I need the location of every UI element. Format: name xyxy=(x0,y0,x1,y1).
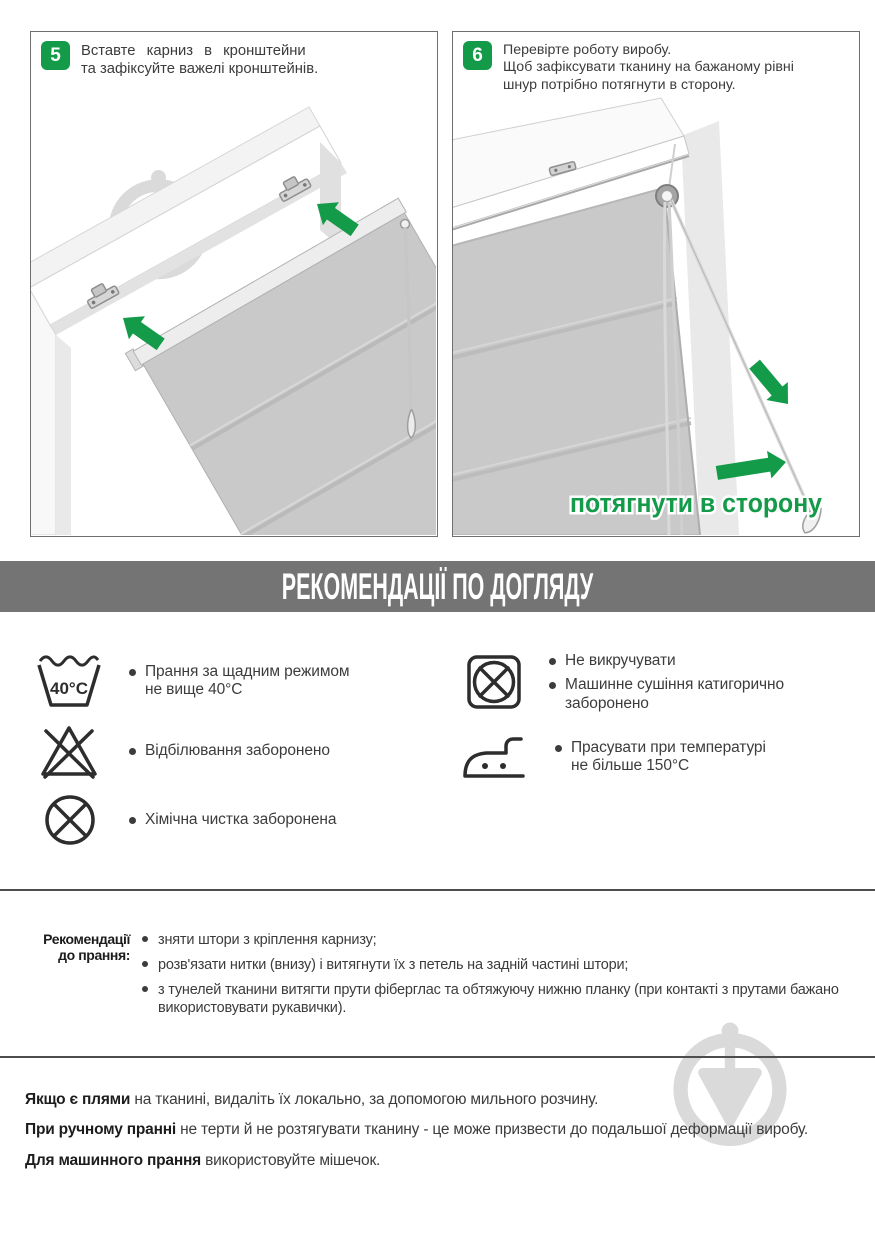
step-5-text: Вставте карниз в кронштейни та зафіксуйте важелі кронштейнів. xyxy=(81,43,319,78)
list-item: розв'язати нитки (внизу) і витягнути їх з петель на задній частині штори; xyxy=(141,956,853,974)
care-text: Не викручувати xyxy=(548,652,784,670)
step-5-badge: 5 xyxy=(41,41,70,70)
iron-150-icon xyxy=(462,733,526,781)
no-tumble-dry-icon xyxy=(466,653,522,711)
care-row-iron xyxy=(462,733,766,781)
care-text: Прасувати при температурі не більше 150°С xyxy=(554,739,766,776)
blind-fabric xyxy=(453,188,700,535)
tassel-icon xyxy=(408,410,416,438)
note-machine-wash: Для машинного прання використовуйте мішечок. xyxy=(25,1151,381,1169)
care-text: Машинне сушіння катигорично заборонено xyxy=(548,676,784,713)
divider-line xyxy=(0,889,875,891)
window-frame-blind-drawing xyxy=(31,96,436,535)
step-6-text: Перевірте роботу виробу. Щоб зафіксувати тканину на бажаному рівні шнур потрібно потягнути в сторону. xyxy=(503,42,794,93)
care-row-no-dry-clean xyxy=(44,794,336,846)
care-text: Хімічна чистка заборонена xyxy=(128,811,336,829)
pull-aside-note: потягнути в сторону xyxy=(570,488,822,518)
list-item: з тунелей тканини витягти прути фіберглас та обтяжуючу нижню планку (при контакті з прутами бажано використовувати рукавички). xyxy=(141,981,858,1017)
note-stains: Якщо є плями на тканині, видаліть їх локально, за допомогою мильного розчину. xyxy=(25,1091,599,1108)
care-text: Прання за щадним режимом не вище 40°С xyxy=(128,663,349,700)
step-6-header xyxy=(453,32,859,94)
care-text: Відбілювання заборонено xyxy=(128,742,330,760)
washing-recommendations-label: Рекомендації до прання: xyxy=(43,931,130,964)
step-6-badge: 6 xyxy=(463,41,492,70)
step-6-illustration xyxy=(453,96,858,535)
footer-notes xyxy=(25,1090,855,1181)
care-row-wash xyxy=(36,652,349,710)
care-recommendations-banner xyxy=(0,561,875,612)
list-item: зняти штори з кріплення карнизу; xyxy=(141,931,853,949)
divider-line xyxy=(0,1056,875,1058)
washing-recommendations-list xyxy=(141,931,853,1025)
step-5-header xyxy=(31,32,437,78)
step-5-panel xyxy=(30,31,438,537)
step-6-panel xyxy=(452,31,860,537)
care-row-no-tumble-dry xyxy=(466,652,784,713)
note-hand-wash: При ручному пранні не терти й не розтягувати тканину - це може призвести до подальшої деформації виробу. xyxy=(25,1121,809,1139)
no-dry-clean-icon xyxy=(44,794,96,846)
banner-title: РЕКОМЕНДАЦІЇ ПО ДОГЛЯДУ xyxy=(281,565,594,607)
care-row-no-bleach xyxy=(40,723,330,779)
svg-text:40°C: 40°C xyxy=(50,679,88,698)
wash-40-icon xyxy=(36,652,102,710)
step-5-illustration xyxy=(31,96,436,535)
cord-pull-drawing xyxy=(453,96,858,535)
no-bleach-icon xyxy=(40,723,98,779)
